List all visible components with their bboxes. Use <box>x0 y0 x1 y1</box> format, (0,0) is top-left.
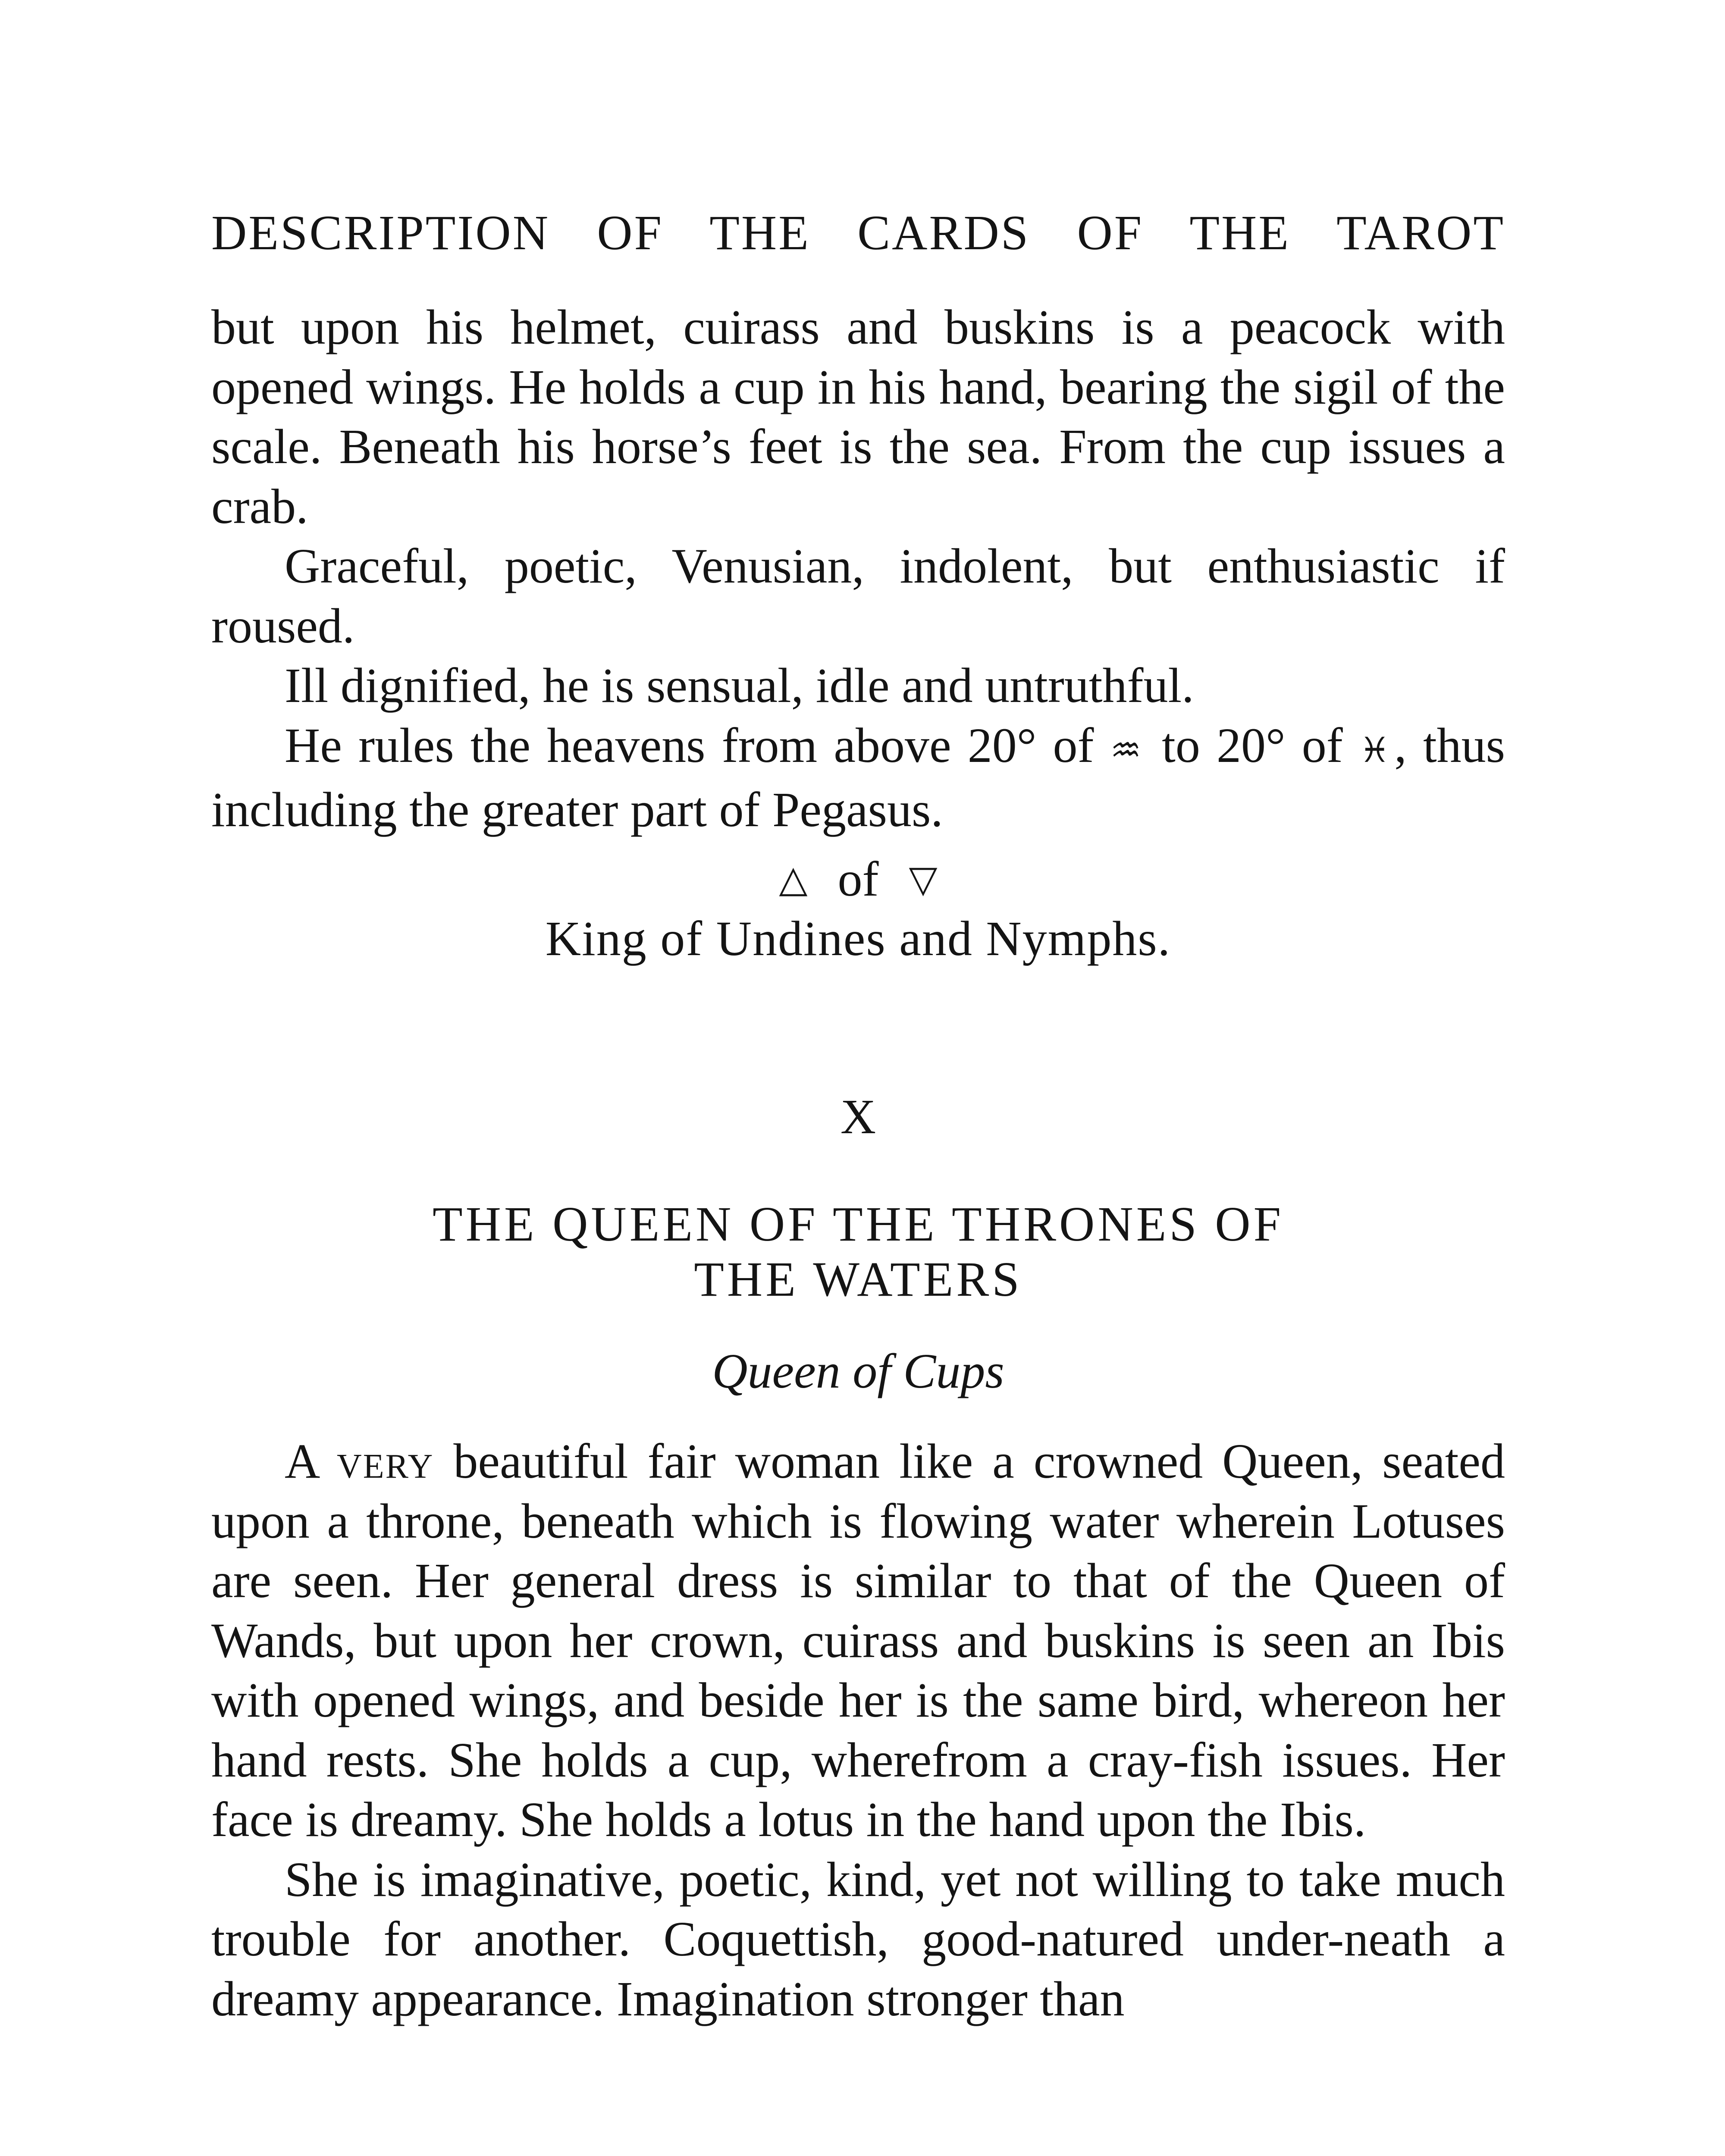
pisces-icon: ♓ <box>1359 730 1395 770</box>
running-head: DESCRIPTION OF THE CARDS OF THE TAROT <box>211 205 1505 260</box>
paragraph-king-qualities: Graceful, poetic, Venusian, indolent, but enthusiastic if roused. <box>211 539 1505 653</box>
text-block-queen <box>211 1432 1505 2029</box>
elemental-symbols-row <box>211 849 1505 909</box>
paragraph-lead-a: A <box>285 1434 337 1489</box>
aquarius-icon: ♒ <box>1110 730 1146 770</box>
paragraph-queen-qualities: She is imaginative, poetic, kind, yet not willing to take much trouble for another. Coquettish, good-natured under-neath a dreamy appearance. Imagination stronger than <box>211 1852 1505 2026</box>
section-title-line2: THE WATERS <box>694 1252 1022 1307</box>
section-title-line1: THE QUEEN OF THE THRONES OF <box>433 1197 1284 1251</box>
section-number: X <box>840 1089 876 1144</box>
book-page <box>211 203 1505 2026</box>
rules-text-c: , thus including the greater part of Pegasus. <box>211 718 1505 837</box>
card-name: Queen of Cups <box>712 1344 1004 1398</box>
section-title <box>211 1197 1505 1307</box>
paragraph-king-description: but upon his helmet, cuirass and buskins is a peacock with opened wings. He holds a cup in his hand, bearing the sigil of the scale. Beneath his horse’s feet is the sea. From the cup issues a crab. <box>211 300 1505 534</box>
paragraph-king-ill-dignified: Ill dignified, he is sensual, idle and untruthful. <box>285 658 1194 713</box>
fire-triangle-icon: △ <box>779 858 808 901</box>
text-block-king-continued <box>211 298 1505 840</box>
paragraph-queen-description <box>211 1432 1505 1850</box>
paragraph-king-rules <box>211 716 1505 840</box>
paragraph-lead-small-caps: very <box>337 1434 434 1489</box>
elemental-attribution <box>211 849 1505 968</box>
king-subtitle: King of Undines and Nymphs. <box>545 911 1171 966</box>
water-triangle-icon: ▽ <box>909 858 938 901</box>
rules-text-b: to 20° of <box>1145 718 1359 773</box>
paragraph-queen-description-text: beautiful fair woman like a crowned Queen, seated upon a throne, beneath which is flowing water wherein Lotuses are seen. Her general dress is similar to that of the Queen of Wands, but upon her crown, cuirass and buskins is seen an Ibis with opened wings, and beside her is the same bird, whereon her hand rests. She holds a cup, wherefrom a cray-fish issues. Her face is dreamy. She holds a lotus in the hand upon the Ibis. <box>211 1434 1505 1847</box>
rules-text-a: He rules the heavens from above 20° of <box>285 718 1110 773</box>
symbols-of-text: of <box>837 852 879 906</box>
